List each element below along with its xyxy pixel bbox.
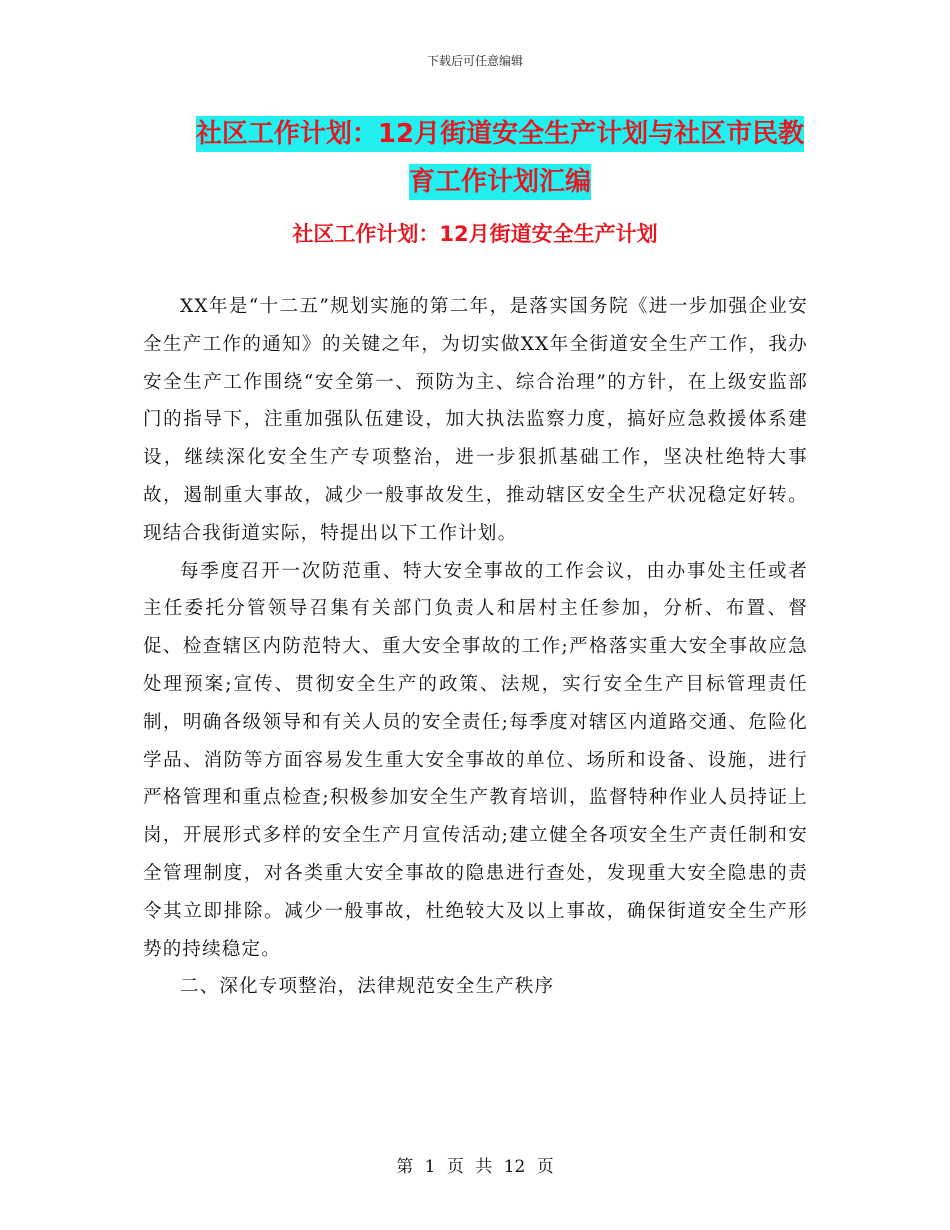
header-note: 下载后可任意编辑: [426, 54, 523, 68]
section-title: 社区工作计划：12月街道安全生产计划: [292, 222, 658, 246]
document-title: [150, 110, 850, 206]
document-title-line-1: 社区工作计划：12月街道安全生产计划与社区市民教: [196, 116, 804, 152]
paragraph-meetings: 每季度召开一次防范重、特大安全事故的工作会议，由办事处主任或者主任委托分管领导召集有关部门负责人和居村主任参加，分析、布置、督促、检查辖区内防范特大、重大安全事故的工作;严格落实重大安全事故应急处理预案;宣传、贯彻安全生产的政策、法规，实行安全生产目标管理责任制，明确各级领导和有关人员的安全责任;每季度对辖区内道路交通、危险化学品、消防等方面容易发生重大安全事故的单位、场所和设备、设施，进行严格管理和重点检查;积极参加安全生产教育培训，监督特种作业人员持证上岗，开展形式多样的安全生产月宣传活动;建立健全各项安全生产责任制和安全管理制度，对各类重大安全事故的隐患进行查处，发现重大安全隐患的责令其立即排除。减少一般事故，杜绝较大及以上事故，确保街道安全生产形势的持续稳定。: [143, 560, 808, 960]
paragraph-intro: XX年是“十二五”规划实施的第二年，是落实国务院《进一步加强企业安全生产工作的通知》的关键之年，为切实做XX年全街道安全生产工作，我办安全生产工作围绕“安全第一、预防为主、综合治理”的方针，在上级安监部门的指导下，注重加强队伍建设，加大执法监察力度，搞好应急救援体系建设，继续深化安全生产专项整治，进一步狠抓基础工作，坚决杜绝特大事故，遏制重大事故，减少一般事故发生，推动辖区安全生产状况稳定好转。现结合我街道实际，特提出以下工作计划。: [143, 296, 808, 544]
document-body: [143, 288, 808, 1006]
paragraph-section-heading: 二、深化专项整治，法律规范安全生产秩序: [180, 976, 555, 998]
document-title-line-2: 育工作计划汇编: [409, 164, 591, 200]
page-footer: 第 1 页 共 12 页: [396, 1157, 554, 1177]
